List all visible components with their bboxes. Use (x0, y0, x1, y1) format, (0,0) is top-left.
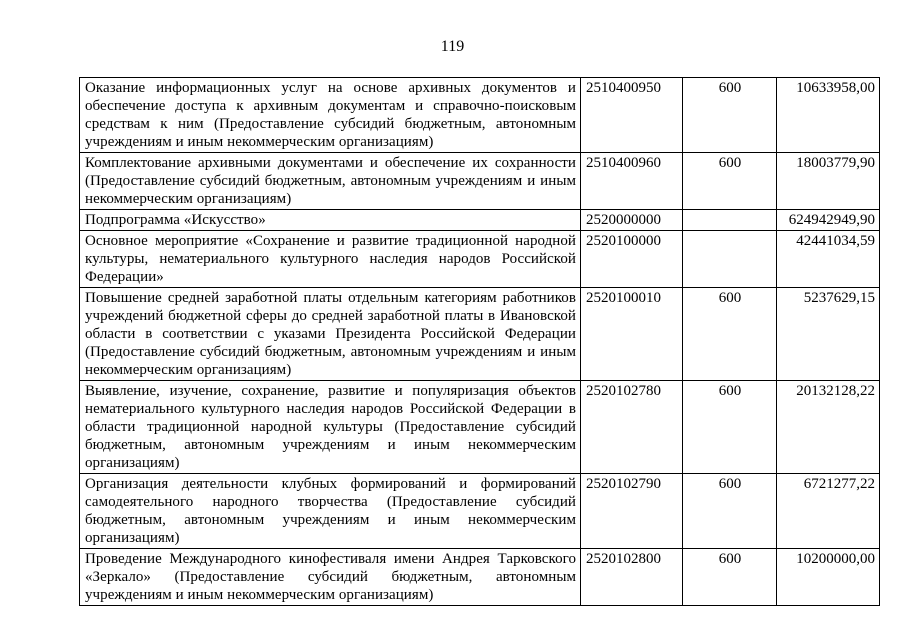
row-type-cell: 600 (683, 549, 777, 606)
row-type-cell (683, 231, 777, 288)
row-type-cell (683, 210, 777, 231)
row-type-cell: 600 (683, 288, 777, 381)
row-name-cell: Подпрограмма «Искусство» (80, 210, 581, 231)
budget-table (79, 77, 880, 606)
page-number: 119 (440, 38, 465, 55)
table-row (80, 231, 880, 288)
row-name-cell: Повышение средней заработной платы отдельным категориям работников учреждений бюджетной сферы до средней заработной платы в Ивановской области в соответствии с указами Президента Российской Федерации (Предоставление субсидий бюджетным, автономным учреждениям и иным некоммерческим организациям) (80, 288, 581, 381)
row-name-cell: Организация деятельности клубных формирований и формирований самодеятельного народного творчества (Предоставление субсидий бюджетным, автономным учреждениям и иным некоммерческим организациям) (80, 474, 581, 549)
row-amount-cell: 6721277,22 (777, 474, 880, 549)
row-name-cell: Проведение Международного кинофестиваля имени Андрея Тарковского «Зеркало» (Предоставление субсидий бюджетным, автономным учреждениям и иным некоммерческим организациям) (80, 549, 581, 606)
row-amount-cell: 20132128,22 (777, 381, 880, 474)
row-amount-cell: 18003779,90 (777, 153, 880, 210)
table-row (80, 210, 880, 231)
table-row (80, 153, 880, 210)
table-row (80, 381, 880, 474)
row-code-cell: 2520102790 (581, 474, 683, 549)
row-code-cell: 2520102780 (581, 381, 683, 474)
row-type-cell: 600 (683, 474, 777, 549)
row-code-cell: 2510400960 (581, 153, 683, 210)
row-type-cell: 600 (683, 78, 777, 153)
row-code-cell: 2520102800 (581, 549, 683, 606)
table-row (80, 78, 880, 153)
row-name-cell: Комплектование архивными документами и обеспечение их сохранности (Предоставление субсидий бюджетным, автономным учреждениям и иным некоммерческим организациям) (80, 153, 581, 210)
row-amount-cell: 5237629,15 (777, 288, 880, 381)
row-code-cell: 2520000000 (581, 210, 683, 231)
row-amount-cell: 10200000,00 (777, 549, 880, 606)
row-type-cell: 600 (683, 153, 777, 210)
row-amount-cell: 10633958,00 (777, 78, 880, 153)
row-name-cell: Оказание информационных услуг на основе архивных документов и обеспечение доступа к архивным документам и справочно-поисковым средствам к ним (Предоставление субсидий бюджетным, автономным учреждениям и иным некоммерческим организациям) (80, 78, 581, 153)
row-code-cell: 2520100000 (581, 231, 683, 288)
row-code-cell: 2520100010 (581, 288, 683, 381)
table-row (80, 549, 880, 606)
row-type-cell: 600 (683, 381, 777, 474)
table-row (80, 288, 880, 381)
row-amount-cell: 624942949,90 (777, 210, 880, 231)
row-name-cell: Основное мероприятие «Сохранение и развитие традиционной народной культуры, нематериального культурного наследия народов Российской Федерации» (80, 231, 581, 288)
table-row (80, 474, 880, 549)
row-name-cell: Выявление, изучение, сохранение, развитие и популяризация объектов нематериального культурного наследия народов Российской Федерации в области традиционной народной культуры (Предоставление субсидий бюджетным, автономным учреждениям и иным некоммерческим организациям) (80, 381, 581, 474)
row-amount-cell: 42441034,59 (777, 231, 880, 288)
row-code-cell: 2510400950 (581, 78, 683, 153)
